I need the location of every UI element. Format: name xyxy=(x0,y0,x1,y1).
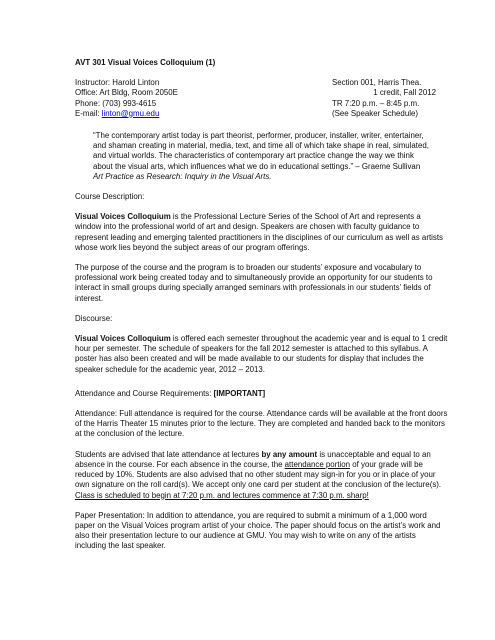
discourse-heading: Discourse: xyxy=(75,313,113,323)
discourse-p1-text: is offered each semester throughout the academic year and is equal to 1 credit hour per semester. The schedule of speakers for the fall 2012 semester is attached to this syllabus. A poster has also been created and will be made available to our students for display that includes the speaker schedule for the academic year, 2012 – 2013. xyxy=(75,334,448,374)
email-link[interactable]: linton@gmu.edu xyxy=(101,108,160,118)
course-description-p1 xyxy=(75,212,449,253)
attendance-p2-a: Students are advised that late attendance at lectures xyxy=(75,449,262,459)
email-line xyxy=(75,109,178,119)
attendance-p2-c: of your grade will be reduced by 10%. Students are also advised that no other student may sign-in for you or in place of your own signature on the roll card(s). We accept only one card per student at the conclusion of the lecture(s). xyxy=(75,459,442,490)
quote-text: “The contemporary artist today is part theorist, performer, producer, installer, writer, entertainer, and shaman creating in material, media, text, and time all of which take shape in real, simulated, and virtual worlds. The characteristics of contemporary art practice change the way we think about the visual arts, which influences what we do in educational settings.” – Graeme Sullivan xyxy=(93,131,429,171)
course-info xyxy=(75,78,449,119)
phone-line: Phone: (703) 993-4615 xyxy=(75,98,157,108)
schedule-line: (See Speaker Schedule) xyxy=(332,108,418,118)
quote-source: Art Practice as Research: Inquiry in the Visual Arts. xyxy=(93,171,272,181)
email-label: E-mail: xyxy=(75,108,102,118)
important-tag: [IMPORTANT] xyxy=(213,388,266,398)
section-line: Section 001, Harris Thea. xyxy=(332,78,422,88)
quote-block xyxy=(93,131,431,182)
class-start-underline: Class is scheduled to begin at 7:20 p.m. and lectures commence at 7:30 p.m. sharp! xyxy=(75,490,369,500)
attendance-p1: Attendance: Full attendance is required for the course. Attendance cards will be available at the front doors of the Harris Theater 15 minutes prior to the lecture. They are completed and handed back to the monitors at the conclusion of the lecture. xyxy=(75,409,448,439)
paper-presentation-p: Paper Presentation: In addition to attendance, you are required to submit a minimum of a 1,000 word paper on the Visual Voices program artist of your choice. The paper should focus on the artist’s work and also their presentation lecture to our audience at GMU. You may wish to write on any of the artists including the last speaker. xyxy=(75,510,441,551)
course-title: AVT 301 Visual Voices Colloquium (1) xyxy=(75,58,216,67)
office-line: Office: Art Bldg, Room 2050E xyxy=(75,88,178,98)
attendance-portion-underline: attendance portion xyxy=(284,459,351,469)
course-description-heading: Course Description: xyxy=(75,192,145,202)
discourse-course-name-bold: Visual Voices Colloquium xyxy=(75,334,171,344)
instructor-line: Instructor: Harold Linton xyxy=(75,78,160,88)
attendance-p2 xyxy=(75,450,449,501)
attendance-p2-b: is unacceptable and equal to an absence in the course. For each absence in the course, the xyxy=(75,449,431,469)
time-line: TR 7:20 p.m. – 8:45 p.m. xyxy=(332,98,420,108)
credit-line: 1 credit, Fall 2012 xyxy=(373,88,436,98)
discourse-p1 xyxy=(75,334,449,375)
section-info xyxy=(332,78,449,119)
instructor-info xyxy=(75,78,178,119)
course-description-p2: The purpose of the course and the program is to broaden our students’ exposure and vocabulary to professional work being created today and to simultaneously provide an opportunity for our students to interact in small groups during specially arranged seminars with professionals in our students’ fields of interest. xyxy=(75,263,433,303)
attendance-heading-text: Attendance and Course Requirements: xyxy=(75,388,214,398)
attendance-heading xyxy=(75,389,449,399)
course-name-bold: Visual Voices Colloquium xyxy=(75,212,171,222)
attendance-p2-bold: by any amount xyxy=(261,449,318,459)
course-description-p1-text: is the Professional Lecture Series of the School of Art and represents a window into the professional world of art and design. Speakers are chosen with faculty guidance to represent leading and emerging talented practitioners in the disciplines of our curriculum as well as artists whose work lies beyond the subject areas of our program offerings. xyxy=(75,212,443,252)
